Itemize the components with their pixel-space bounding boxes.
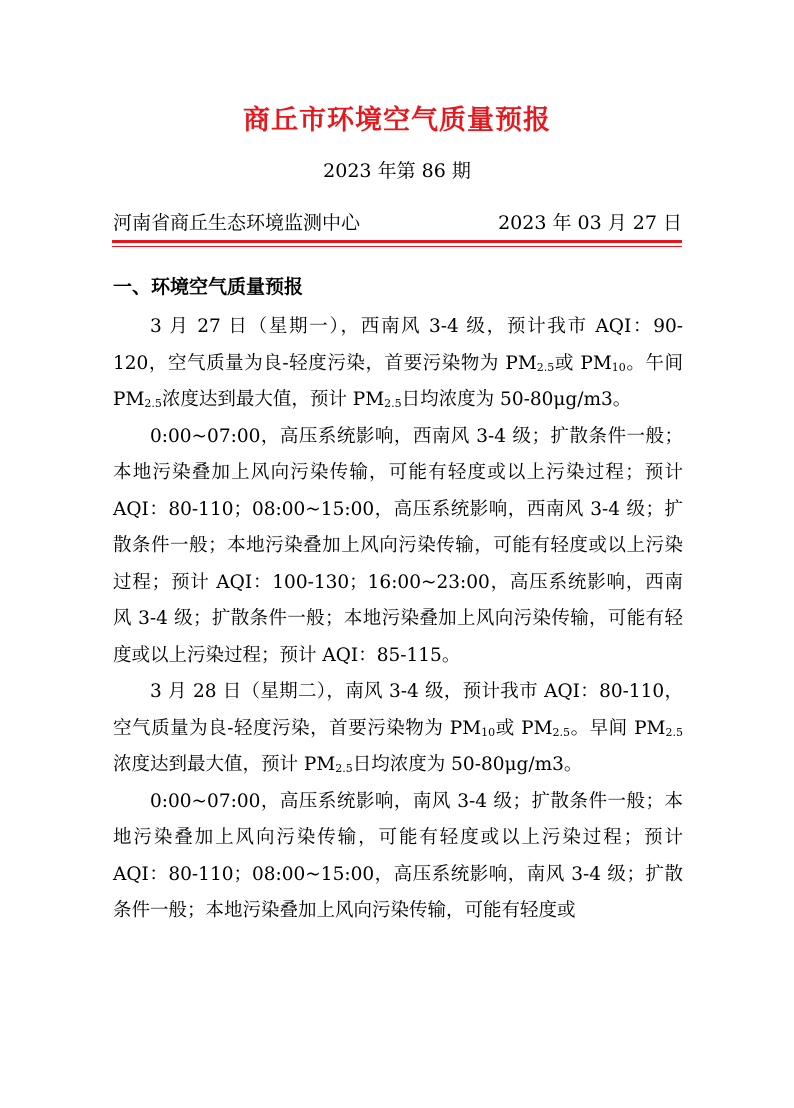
report-date: 2023 年 03 月 27 日: [498, 212, 682, 234]
report-body: [113, 309, 683, 930]
section-heading: 一、环境空气质量预报: [113, 276, 304, 298]
report-title: 商丘市环境空气质量预报: [243, 105, 551, 136]
day1-summary: 3 月 27 日（星期一），西南风 3-4 级，预计我市 AQI：90-120，空气质量为良-轻度污染，首要污染物为 $PM_{2.5}$或 $PM_{10}$。午间 $PM_{2.5}$浓度达到最大值，预计 $PM_{2.5}$日均浓度为 50-80μg/m3。: [113, 316, 683, 410]
issue-number: 2023 年第 86 期: [323, 160, 471, 182]
agency-name: 河南省商丘生态环境监测中心: [113, 212, 361, 234]
header-rule-thick: [112, 240, 682, 243]
day1-detail: 0:00~07:00，高压系统影响，西南风 3-4 级；扩散条件一般；本地污染叠加上风向污染传输，可能有轻度或以上污染过程；预计 AQI：80-110；08:00~15:00，高压系统影响，西南风 3-4 级；扩散条件一般；本地污染叠加上风向污染传输，可能有轻度或以上污染过程；预计 AQI：100-130；16:00~23:00，高压系统影响，西南风 3-4 级；扩散条件一般；本地污染叠加上风向污染传输，可能有轻度或以上污染过程；预计 AQI：85-115。: [113, 425, 683, 666]
header-rule-thin: [112, 246, 682, 247]
day2-detail: 0:00~07:00，高压系统影响，南风 3-4 级；扩散条件一般；本地污染叠加上风向污染传输，可能有轻度或以上污染过程；预计 AQI：80-110；08:00~15:00，高压系统影响，南风 3-4 级；扩散条件一般；本地污染叠加上风向污染传输，可能有轻度或: [113, 790, 683, 921]
day2-summary: 3 月 28 日（星期二），南风 3-4 级，预计我市 AQI：80-110，空气质量为良-轻度污染，首要污染物为 $PM_{10}$或 $PM_{2.5}$。早间 $PM_{2.5}$浓度达到最大值，预计 $PM_{2.5}$日均浓度为 50-80μg/m3。: [113, 681, 683, 775]
